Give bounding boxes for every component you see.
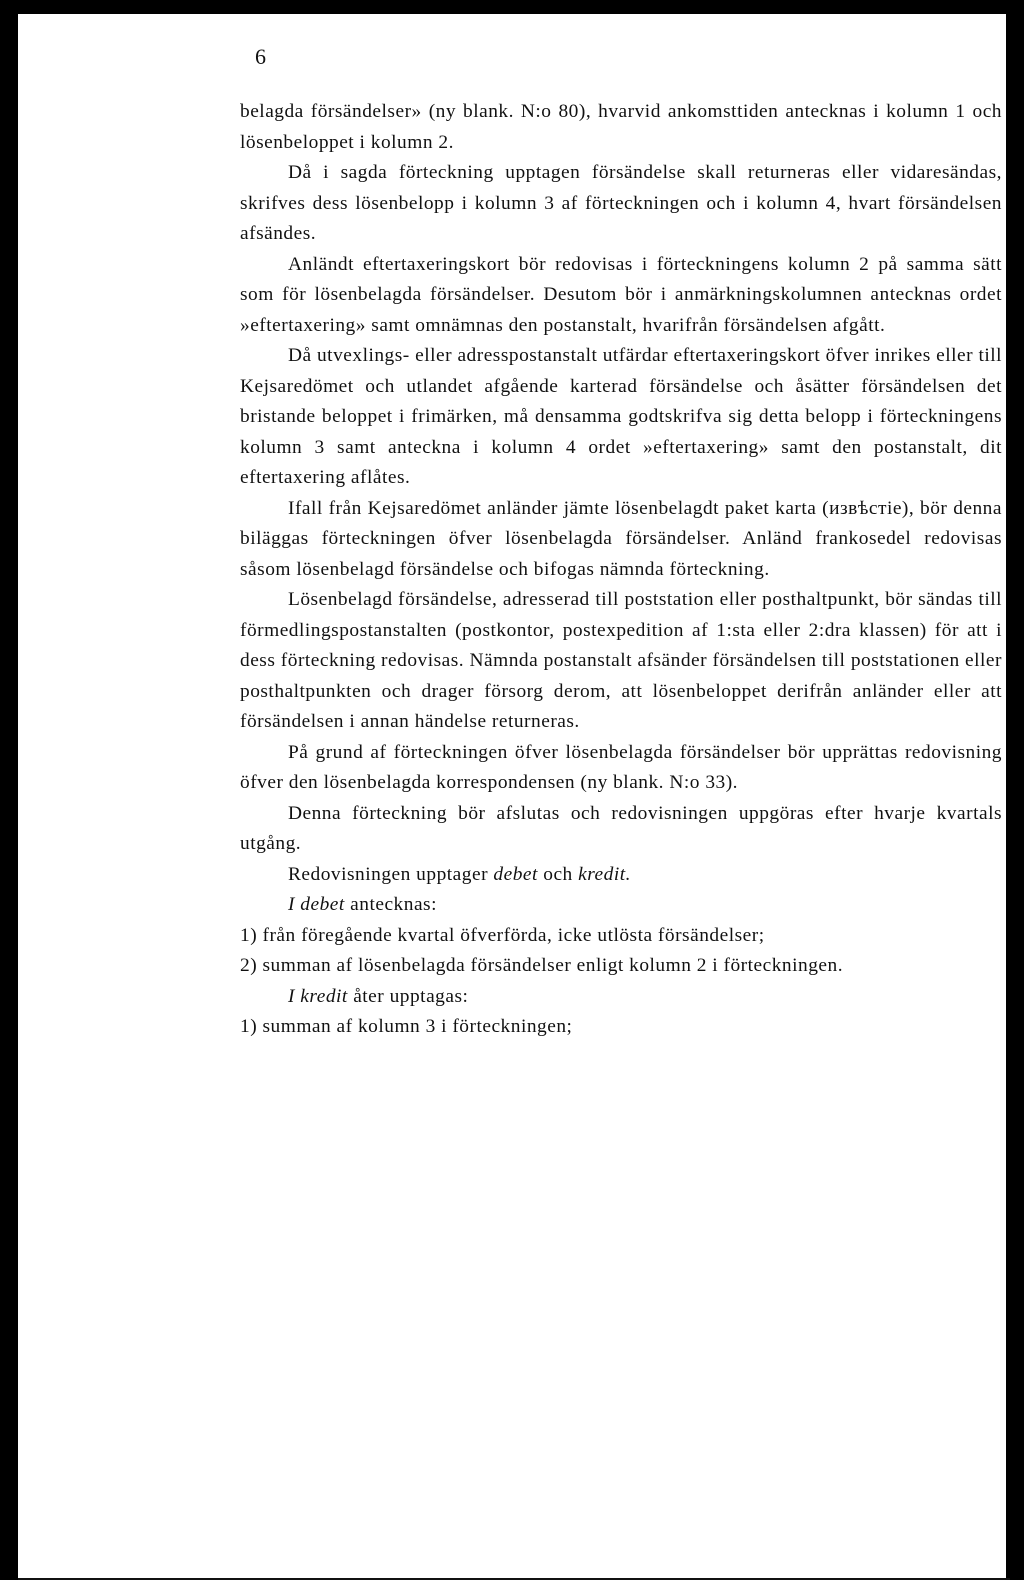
debet-item-2: 2) summan af lösenbelagda försändelser enligt kolumn 2 i förteckningen. xyxy=(240,955,844,976)
debet-heading-rest: antecknas: xyxy=(350,894,437,915)
paragraph-returns: Då i sagda förteckning upptagen försändelse skall returneras eller vidaresändas, skrifves dess lösenbelopp i kolumn 3 af förteckningen och i kolumn 4, hvart försändelsen afsändes. xyxy=(240,162,1002,244)
body-text xyxy=(240,97,1002,1043)
kredit-word: kredit. xyxy=(578,863,631,885)
debet-word: debet xyxy=(493,863,538,885)
paragraph-utvexlingspostanstalt: Då utvexlings- eller adresspostanstalt utfärdar eftertaxeringskort öfver inrikes eller till Kejsaredömet och utlandet afgående karterad försändelse och åsätter försändelsen det bristande beloppet i frimärken, må densamma godtskrifva sig detta belopp i förteckningens kolumn 3 samt anteckna i kolumn 4 ordet »eftertaxering» samt den postanstalt, dit eftertaxering aflåtes. xyxy=(240,345,1002,488)
kredit-item-1: 1) summan af kolumn 3 i förteckningen; xyxy=(240,1016,573,1037)
paragraph-debet-kredit xyxy=(240,860,1002,891)
paragraph-eftertaxeringskort: Anländt eftertaxeringskort bör redovisas i förteckningens kolumn 2 på samma sätt som för lösenbelagda försändelser. Desutom bör i anmärkningskolumnen antecknas ordet »eftertaxering» samt omnämnas den postanstalt, hvarifrån försändelsen afgått. xyxy=(240,253,1002,336)
paragraph-poststation: Lösenbelagd försändelse, adresserad till poststation eller posthaltpunkt, bör sändas till förmedlingspostanstalten (postkontor, postexpedition af 1:sta eller 2:dra klassen) för att i dess förteckning redovisas. Nämnda postanstalt afsänder försändelsen till poststationen eller posthaltpunkten och drager försorg derom, att lösenbeloppet derifrån anländer eller att försändelsen i annan händelse returneras. xyxy=(240,589,1002,732)
debet-heading xyxy=(240,890,1002,921)
debet-item-1: 1) från föregående kvartal öfverförda, icke utlösta försändelser; xyxy=(240,924,765,946)
paragraph-redovisning: På grund af förteckningen öfver lösenbelagda försändelser bör upprättas redovisning öfver den lösenbelagda korrespondensen (ny blank. N:o 33). xyxy=(240,741,1002,793)
och-word: och xyxy=(543,863,573,885)
kredit-heading-rest: åter upptagas: xyxy=(353,985,469,1007)
paragraph-kvartal: Denna förteckning bör afslutas och redovisningen uppgöras efter hvarje kvartals utgång. xyxy=(240,802,1002,854)
kredit-heading-label: I kredit xyxy=(288,985,348,1007)
paragraph-continuation: belagda försändelser» (ny blank. N:o 80), hvarvid ankomsttiden antecknas i kolumn 1 och lösenbeloppet i kolumn 2. xyxy=(240,101,1002,153)
debet-heading-label: I debet xyxy=(288,894,345,915)
page-number: 6 xyxy=(255,44,266,69)
paragraph-kejsaredomet: Ifall från Kejsaredömet anländer jämte lösenbelagdt paket karta (извѣстіе), bör denna biläggas förteckningen öfver lösenbelagda försändelser. Anländ frankosedel redovisas såsom lösenbelagd försändelse och bifogas nämnda förteckning. xyxy=(240,497,1002,580)
kredit-heading xyxy=(240,982,1002,1013)
accounting-intro: Redovisningen upptager xyxy=(288,863,489,885)
